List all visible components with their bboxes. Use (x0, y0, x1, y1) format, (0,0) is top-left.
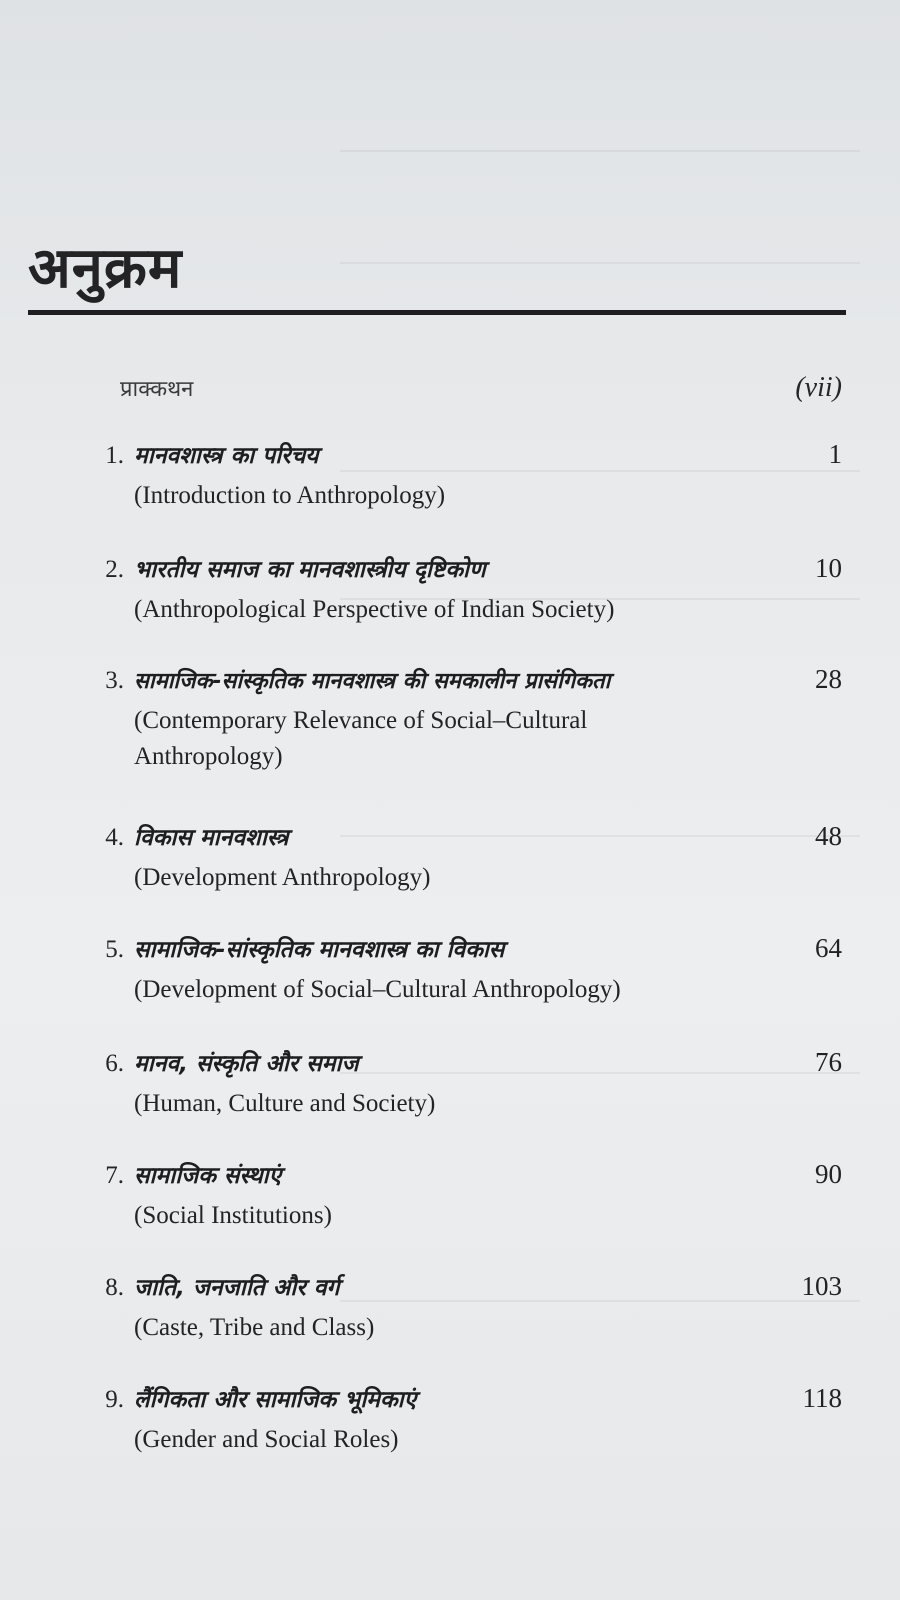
chapter-title: मानव, संस्कृति और समाज (134, 1051, 359, 1077)
title-rule (28, 310, 846, 315)
chapter-number: 9. (105, 1386, 124, 1413)
chapter-subtitle: (Social Institutions) (134, 1202, 332, 1229)
chapter-page-number: 76 (815, 1047, 842, 1077)
chapter-page-number: 48 (815, 821, 842, 851)
chapter-number: 5. (105, 936, 124, 963)
chapter-subtitle: (Development of Social–Cultural Anthropology) (134, 976, 621, 1003)
chapter-subtitle: (Human, Culture and Society) (134, 1090, 436, 1117)
chapter-title: भारतीय समाज का मानवशास्त्रीय दृष्टिकोण (134, 557, 486, 583)
toc-entry (70, 1046, 842, 1122)
chapter-subtitle: (Contemporary Relevance of Social–Cultural Anthropology) (134, 707, 588, 770)
chapter-number: 4. (105, 824, 124, 851)
chapter-page-number: 10 (815, 553, 842, 583)
chapter-title: मानवशास्त्र का परिचय (134, 443, 319, 469)
toc-entry (70, 438, 842, 514)
chapter-title: सामाजिक-सांस्कृतिक मानवशास्त्र का विकास (134, 937, 505, 963)
preface-page-number: (vii) (795, 372, 842, 403)
chapter-page-number: 118 (802, 1383, 842, 1413)
chapter-number: 1. (105, 442, 124, 469)
preface-entry (120, 372, 842, 404)
chapter-page-number: 1 (828, 439, 842, 469)
page-title: अनुक्रम (28, 236, 183, 301)
toc-entry (70, 552, 842, 628)
chapter-title: सामाजिक-सांस्कृतिक मानवशास्त्र की समकालीन प्रासंगिकता (134, 669, 611, 694)
toc-entry (70, 932, 842, 1008)
chapter-number: 3. (105, 667, 124, 694)
chapter-page-number: 103 (801, 1271, 842, 1301)
chapter-number: 7. (105, 1162, 124, 1189)
chapter-number: 2. (105, 556, 124, 583)
chapter-subtitle: (Anthropological Perspective of Indian Society) (134, 596, 615, 623)
chapter-title: सामाजिक संस्थाएं (134, 1163, 282, 1189)
chapter-page-number: 90 (815, 1159, 842, 1189)
preface-title: प्राक्कथन (120, 377, 194, 402)
chapter-title: जाति, जनजाति और वर्ग (134, 1275, 340, 1301)
toc-entry (70, 1158, 842, 1234)
chapter-number: 8. (105, 1274, 124, 1301)
show-through-line (340, 262, 860, 264)
chapter-title: लैंगिकता और सामाजिक भूमिकाएं (134, 1387, 417, 1413)
chapter-subtitle: (Gender and Social Roles) (134, 1426, 399, 1453)
chapter-subtitle: (Development Anthropology) (134, 864, 431, 891)
toc-entry (70, 1270, 842, 1346)
toc-entry (70, 664, 842, 775)
toc-entry (70, 1382, 842, 1458)
toc-entry (70, 820, 842, 896)
show-through-line (340, 150, 860, 152)
chapter-title: विकास मानवशास्त्र (134, 825, 289, 851)
chapter-subtitle: (Introduction to Anthropology) (134, 482, 446, 509)
chapter-page-number: 28 (815, 664, 842, 694)
chapter-number: 6. (105, 1050, 124, 1077)
chapter-subtitle: (Caste, Tribe and Class) (134, 1314, 375, 1341)
chapter-page-number: 64 (815, 933, 842, 963)
